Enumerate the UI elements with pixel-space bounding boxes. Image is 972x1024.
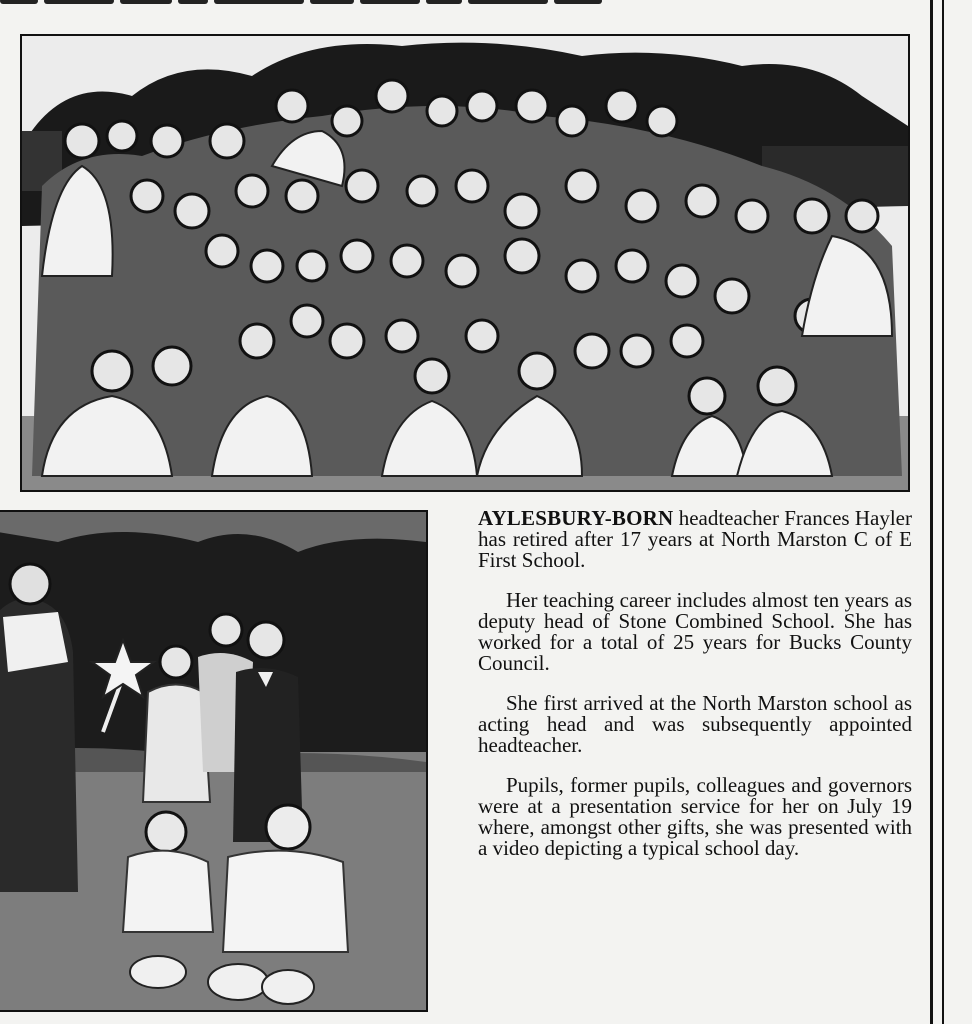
article-paragraph-3: She first arrived at the North Marston school as acting head and was subsequently appointed headteacher. (478, 691, 912, 757)
article-paragraph-4: Pupils, former pupils, colleagues and governors were at a presentation service for her on July 19 where, amongst other gifts, she was presented with a video depicting a typical school day. (478, 773, 912, 860)
article-lead-caps: AYLESBURY-BORN (478, 506, 674, 530)
column-rule-left (930, 0, 933, 1024)
children-photo (0, 510, 428, 1012)
clipped-previous-text (0, 0, 700, 6)
column-rule-right (942, 0, 944, 1024)
article-paragraph-2: Her teaching career includes almost ten years as deputy head of Stone Combined School. She has worked for a total of 25 years for Bucks County Council. (478, 588, 912, 675)
article-lead-text: headteacher Frances Hayler has retired after 17 years at North Marston C of E First School. (478, 506, 912, 572)
article-body (478, 508, 912, 878)
group-photo (20, 34, 910, 492)
article-lead-paragraph (478, 508, 912, 571)
